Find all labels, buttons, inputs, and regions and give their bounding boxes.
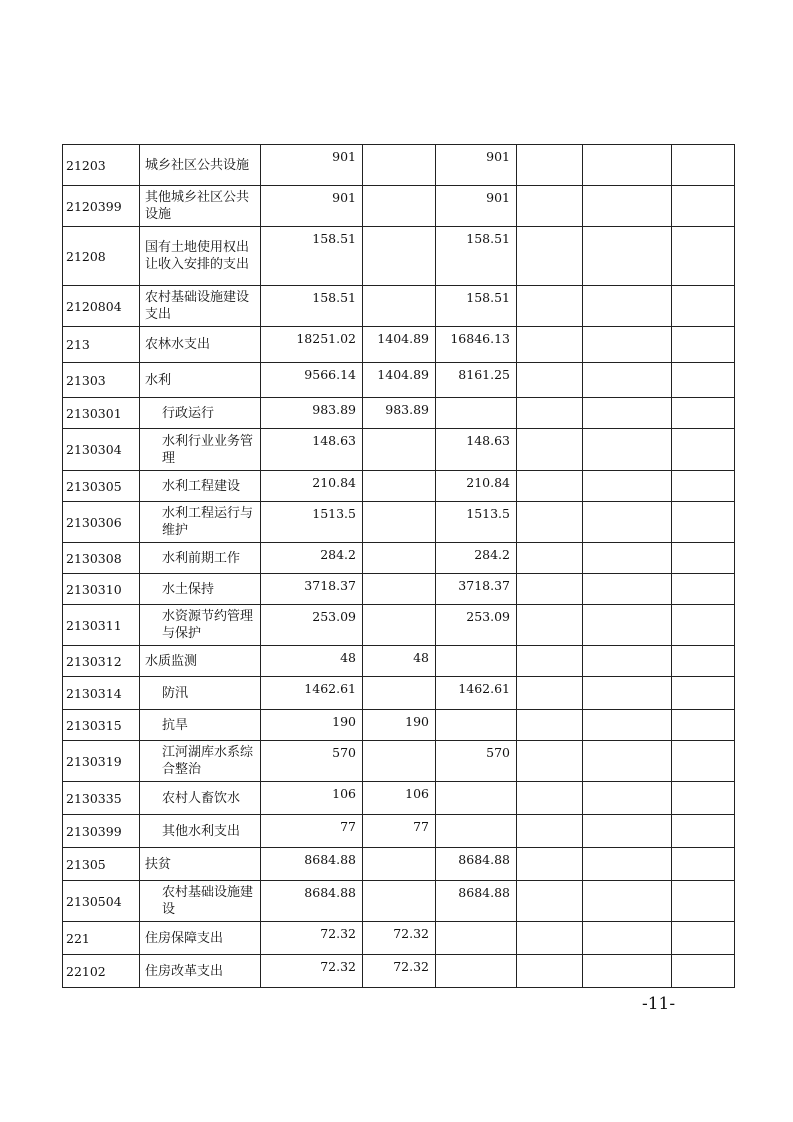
name-cell: 江河湖库水系综合整治 (140, 741, 261, 782)
table-body (63, 145, 735, 988)
name-cell: 扶贫 (140, 848, 261, 881)
empty-cell (583, 363, 672, 398)
name-cell: 抗旱 (140, 710, 261, 741)
total-cell: 901 (261, 186, 363, 227)
empty-cell (672, 186, 735, 227)
project-cell: 16846.13 (436, 327, 517, 363)
project-cell (436, 646, 517, 677)
basic-cell (363, 286, 436, 327)
empty-cell (583, 815, 672, 848)
code-cell: 2120804 (63, 286, 140, 327)
empty-cell (583, 782, 672, 815)
code-cell: 2130304 (63, 429, 140, 471)
empty-cell (517, 646, 583, 677)
table-row (63, 327, 735, 363)
empty-cell (672, 741, 735, 782)
empty-cell (517, 605, 583, 646)
name-cell: 水利 (140, 363, 261, 398)
empty-cell (672, 574, 735, 605)
code-cell: 2130314 (63, 677, 140, 710)
empty-cell (517, 186, 583, 227)
name-cell: 住房改革支出 (140, 955, 261, 988)
basic-cell (363, 574, 436, 605)
name-cell: 国有土地使用权出让收入安排的支出 (140, 227, 261, 286)
code-cell: 221 (63, 922, 140, 955)
empty-cell (672, 327, 735, 363)
code-cell: 2130335 (63, 782, 140, 815)
empty-cell (672, 502, 735, 543)
table-row (63, 710, 735, 741)
empty-cell (517, 398, 583, 429)
empty-cell (517, 710, 583, 741)
total-cell: 901 (261, 145, 363, 186)
empty-cell (672, 543, 735, 574)
table-row (63, 227, 735, 286)
basic-cell: 190 (363, 710, 436, 741)
empty-cell (583, 922, 672, 955)
empty-cell (517, 471, 583, 502)
name-cell: 水利工程运行与维护 (140, 502, 261, 543)
code-cell: 2130319 (63, 741, 140, 782)
empty-cell (517, 741, 583, 782)
basic-cell (363, 471, 436, 502)
code-cell: 2130301 (63, 398, 140, 429)
name-cell: 水质监测 (140, 646, 261, 677)
table-row (63, 922, 735, 955)
empty-cell (672, 922, 735, 955)
total-cell: 148.63 (261, 429, 363, 471)
code-cell: 2130504 (63, 881, 140, 922)
basic-cell (363, 741, 436, 782)
name-cell: 行政运行 (140, 398, 261, 429)
basic-cell (363, 677, 436, 710)
total-cell: 3718.37 (261, 574, 363, 605)
table-row (63, 955, 735, 988)
table-row (63, 471, 735, 502)
table-row (63, 398, 735, 429)
project-cell: 901 (436, 186, 517, 227)
budget-table (62, 144, 735, 988)
empty-cell (517, 363, 583, 398)
table-row (63, 646, 735, 677)
empty-cell (517, 848, 583, 881)
code-cell: 2120399 (63, 186, 140, 227)
empty-cell (583, 881, 672, 922)
table-row (63, 186, 735, 227)
empty-cell (583, 543, 672, 574)
code-cell: 21303 (63, 363, 140, 398)
total-cell: 284.2 (261, 543, 363, 574)
table-row (63, 574, 735, 605)
empty-cell (517, 815, 583, 848)
empty-cell (517, 227, 583, 286)
name-cell: 水资源节约管理与保护 (140, 605, 261, 646)
basic-cell (363, 186, 436, 227)
project-cell: 570 (436, 741, 517, 782)
empty-cell (672, 429, 735, 471)
project-cell (436, 922, 517, 955)
code-cell: 2130310 (63, 574, 140, 605)
project-cell: 8684.88 (436, 848, 517, 881)
basic-cell: 983.89 (363, 398, 436, 429)
empty-cell (583, 646, 672, 677)
empty-cell (672, 227, 735, 286)
basic-cell (363, 881, 436, 922)
name-cell: 防汛 (140, 677, 261, 710)
code-cell: 2130305 (63, 471, 140, 502)
total-cell: 77 (261, 815, 363, 848)
empty-cell (583, 398, 672, 429)
empty-cell (672, 646, 735, 677)
total-cell: 253.09 (261, 605, 363, 646)
project-cell (436, 955, 517, 988)
empty-cell (672, 710, 735, 741)
name-cell: 农村基础设施建设支出 (140, 286, 261, 327)
empty-cell (517, 286, 583, 327)
empty-cell (583, 710, 672, 741)
total-cell: 72.32 (261, 955, 363, 988)
empty-cell (517, 574, 583, 605)
table-row (63, 677, 735, 710)
table-row (63, 286, 735, 327)
table-row (63, 605, 735, 646)
empty-cell (517, 782, 583, 815)
project-cell: 8684.88 (436, 881, 517, 922)
name-cell: 住房保障支出 (140, 922, 261, 955)
total-cell: 210.84 (261, 471, 363, 502)
name-cell: 农村人畜饮水 (140, 782, 261, 815)
empty-cell (517, 955, 583, 988)
empty-cell (583, 227, 672, 286)
empty-cell (517, 145, 583, 186)
code-cell: 2130306 (63, 502, 140, 543)
empty-cell (517, 677, 583, 710)
empty-cell (583, 677, 672, 710)
name-cell: 水利行业业务管理 (140, 429, 261, 471)
empty-cell (672, 363, 735, 398)
empty-cell (672, 955, 735, 988)
empty-cell (583, 471, 672, 502)
code-cell: 22102 (63, 955, 140, 988)
empty-cell (517, 543, 583, 574)
empty-cell (517, 327, 583, 363)
project-cell (436, 710, 517, 741)
code-cell: 2130308 (63, 543, 140, 574)
empty-cell (672, 471, 735, 502)
empty-cell (583, 848, 672, 881)
empty-cell (517, 881, 583, 922)
project-cell: 158.51 (436, 227, 517, 286)
empty-cell (583, 145, 672, 186)
project-cell: 8161.25 (436, 363, 517, 398)
code-cell: 21208 (63, 227, 140, 286)
basic-cell (363, 145, 436, 186)
name-cell: 水土保持 (140, 574, 261, 605)
empty-cell (517, 922, 583, 955)
name-cell: 农村基础设施建设 (140, 881, 261, 922)
basic-cell (363, 502, 436, 543)
table-row (63, 429, 735, 471)
name-cell: 城乡社区公共设施 (140, 145, 261, 186)
table-row (63, 815, 735, 848)
code-cell: 21305 (63, 848, 140, 881)
empty-cell (583, 502, 672, 543)
project-cell (436, 815, 517, 848)
empty-cell (583, 429, 672, 471)
total-cell: 1462.61 (261, 677, 363, 710)
total-cell: 9566.14 (261, 363, 363, 398)
total-cell: 18251.02 (261, 327, 363, 363)
basic-cell: 1404.89 (363, 363, 436, 398)
total-cell: 983.89 (261, 398, 363, 429)
empty-cell (583, 955, 672, 988)
code-cell: 213 (63, 327, 140, 363)
project-cell: 1513.5 (436, 502, 517, 543)
empty-cell (672, 677, 735, 710)
empty-cell (583, 741, 672, 782)
basic-cell (363, 848, 436, 881)
project-cell: 3718.37 (436, 574, 517, 605)
total-cell: 72.32 (261, 922, 363, 955)
basic-cell (363, 227, 436, 286)
total-cell: 158.51 (261, 227, 363, 286)
code-cell: 2130311 (63, 605, 140, 646)
table-row (63, 848, 735, 881)
code-cell: 2130312 (63, 646, 140, 677)
empty-cell (672, 286, 735, 327)
code-cell: 21203 (63, 145, 140, 186)
empty-cell (517, 502, 583, 543)
empty-cell (583, 327, 672, 363)
basic-cell: 106 (363, 782, 436, 815)
basic-cell: 77 (363, 815, 436, 848)
basic-cell (363, 605, 436, 646)
code-cell: 2130399 (63, 815, 140, 848)
name-cell: 农林水支出 (140, 327, 261, 363)
project-cell (436, 398, 517, 429)
project-cell: 210.84 (436, 471, 517, 502)
table-row (63, 741, 735, 782)
code-cell: 2130315 (63, 710, 140, 741)
project-cell: 253.09 (436, 605, 517, 646)
page-number: -11- (642, 994, 676, 1014)
empty-cell (583, 286, 672, 327)
basic-cell: 48 (363, 646, 436, 677)
total-cell: 48 (261, 646, 363, 677)
name-cell: 其他水利支出 (140, 815, 261, 848)
project-cell (436, 782, 517, 815)
empty-cell (672, 398, 735, 429)
basic-cell (363, 429, 436, 471)
total-cell: 190 (261, 710, 363, 741)
project-cell: 284.2 (436, 543, 517, 574)
table-row (63, 881, 735, 922)
total-cell: 570 (261, 741, 363, 782)
empty-cell (672, 605, 735, 646)
name-cell: 其他城乡社区公共设施 (140, 186, 261, 227)
empty-cell (583, 186, 672, 227)
project-cell: 901 (436, 145, 517, 186)
total-cell: 8684.88 (261, 848, 363, 881)
empty-cell (672, 145, 735, 186)
table-row (63, 145, 735, 186)
basic-cell: 72.32 (363, 922, 436, 955)
project-cell: 1462.61 (436, 677, 517, 710)
table-row (63, 363, 735, 398)
empty-cell (583, 574, 672, 605)
empty-cell (672, 881, 735, 922)
empty-cell (672, 815, 735, 848)
table-row (63, 782, 735, 815)
basic-cell: 72.32 (363, 955, 436, 988)
empty-cell (517, 429, 583, 471)
empty-cell (583, 605, 672, 646)
basic-cell (363, 543, 436, 574)
table-row (63, 543, 735, 574)
name-cell: 水利工程建设 (140, 471, 261, 502)
project-cell: 158.51 (436, 286, 517, 327)
name-cell: 水利前期工作 (140, 543, 261, 574)
empty-cell (672, 848, 735, 881)
total-cell: 1513.5 (261, 502, 363, 543)
empty-cell (672, 782, 735, 815)
basic-cell: 1404.89 (363, 327, 436, 363)
table-row (63, 502, 735, 543)
total-cell: 106 (261, 782, 363, 815)
total-cell: 158.51 (261, 286, 363, 327)
project-cell: 148.63 (436, 429, 517, 471)
total-cell: 8684.88 (261, 881, 363, 922)
